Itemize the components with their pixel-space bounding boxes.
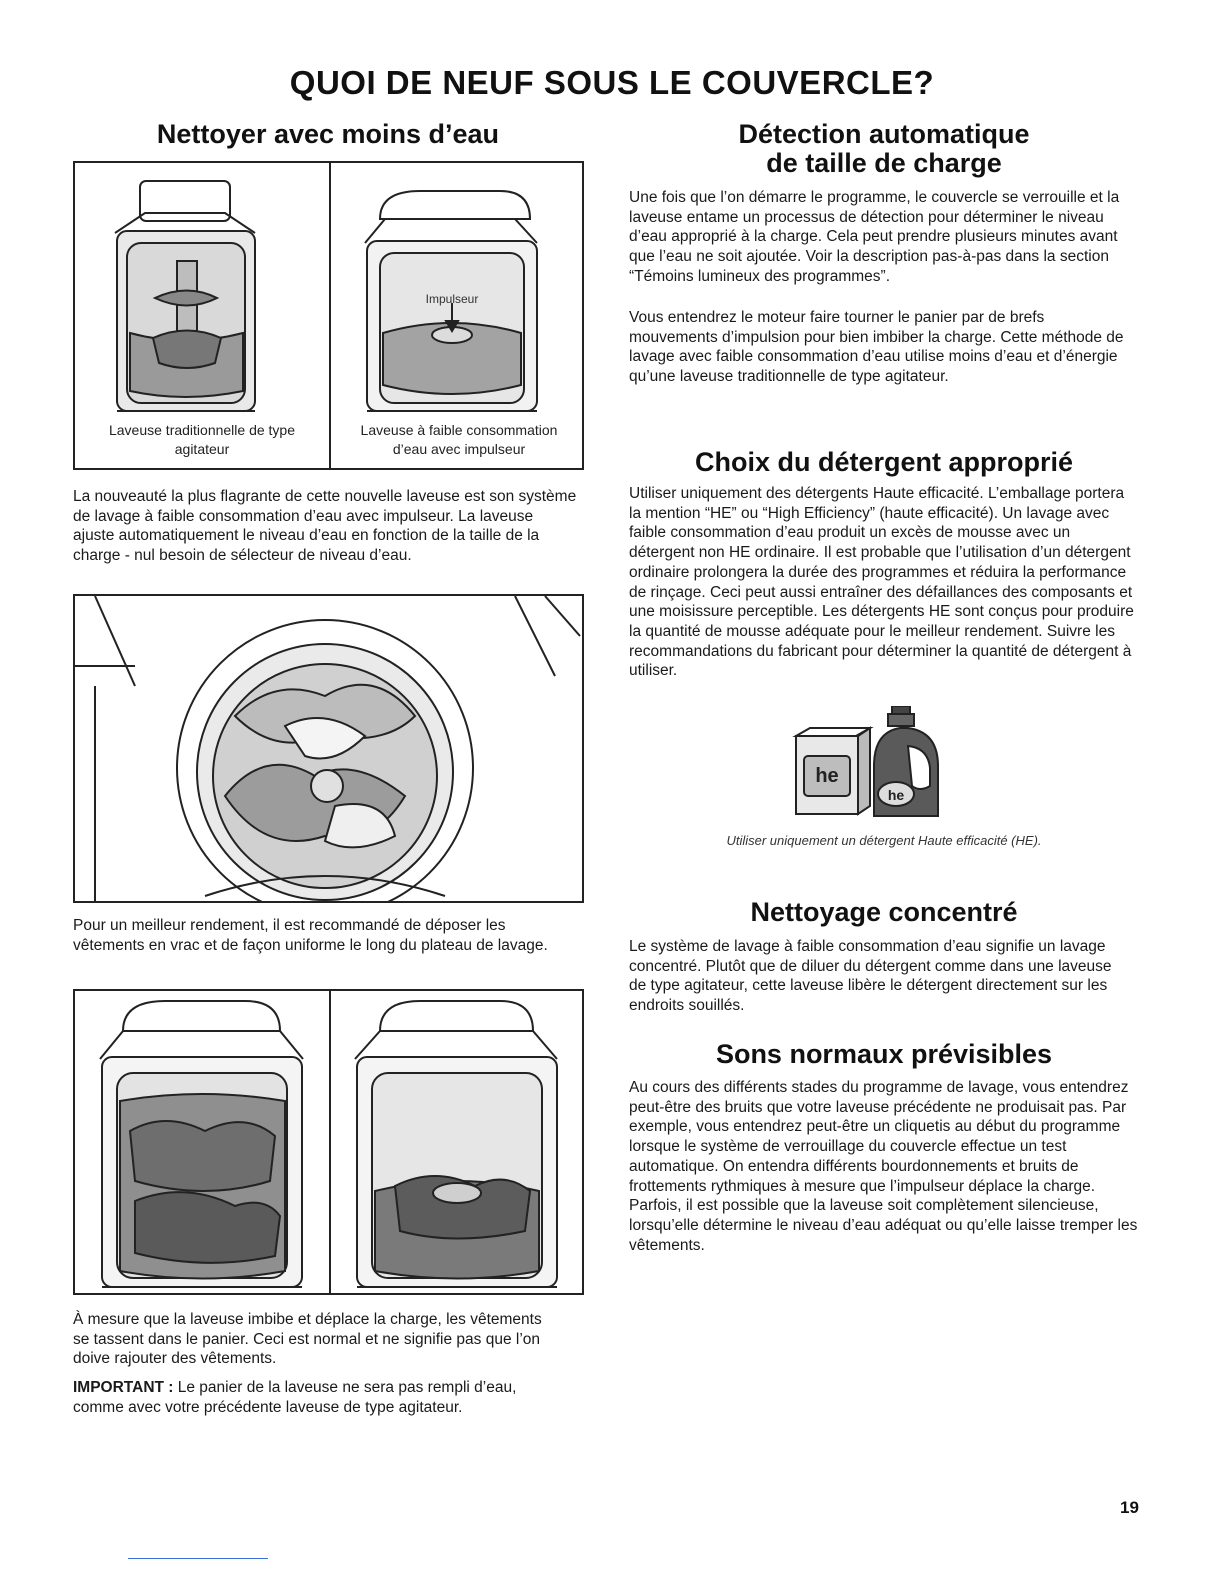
he-detergent-illustration bbox=[790, 706, 950, 826]
heading-load-detection bbox=[626, 120, 1142, 178]
paragraph-detection-process: Une fois que l’on démarre le programme, le couvercle se verrouille et la laveuse entame un processus de détection pour déterminer le niveau d’eau approprié à la charge. Cela peut prendre plusieurs minutes avant que l’eau ne soit ajoutée. Voir la description pas-à-pas dans la section “Témoins lumineux des programmes”. bbox=[629, 189, 1120, 285]
heading-normal-sounds: Sons normaux prévisibles bbox=[715, 1039, 1053, 1069]
washer-load-illustration bbox=[75, 991, 582, 1293]
figure-load-settling bbox=[73, 989, 584, 1295]
important-text: Le panier de la laveuse ne sera pas rempli d’eau, comme avec votre précédente laveuse de type agitateur. bbox=[73, 1379, 517, 1416]
caption-he-washer: Laveuse à faible consommation d’eau avec impulseur bbox=[360, 422, 558, 457]
heading-load-detection-line2: de taille de charge bbox=[766, 148, 1002, 178]
paragraph-load-placement: Pour un meilleur rendement, il est recommandé de déposer les vêtements en vrac et de façon uniforme le long du plateau de lavage. bbox=[73, 917, 548, 954]
impeller-label: Impulseur bbox=[425, 292, 479, 306]
figure-washer-comparison bbox=[73, 161, 584, 470]
paragraph-impulse-motion: Vous entendrez le moteur faire tourner le panier par de brefs mouvements d’impulsion pour bien imbiber la charge. Cette méthode de lavage avec faible consommation d’eau utilise moins d’eau et d’énergie qu’une laveuse traditionnelle de type agitateur. bbox=[629, 309, 1124, 386]
heading-less-water: Nettoyer avec moins d’eau bbox=[156, 119, 500, 149]
paragraph-normal-sounds: Au cours des différents stades du programme de lavage, vous entendrez peut-être des bruits que votre laveuse précédente ne produisait pas. Par exemple, vous entendrez peut-être un cliquetis au début du programme lorsque le système de verrouillage du couvercle effectue un test automatique. On entendra différents bourdonnements et bruits de frottements rythmiques à mesure que l’impulseur déplace la charge. Parfois, il est possible que la laveuse soit complètement silencieuse, lorsqu’elle détermine le niveau d’eau adéquat ou qu’elle laisse tremper les vêtements. bbox=[629, 1079, 1138, 1254]
caption-traditional-washer: Laveuse traditionnelle de type agitateur bbox=[108, 422, 296, 457]
paragraph-important bbox=[73, 1378, 568, 1417]
page-title: QUOI DE NEUF SOUS LE COUVERCLE? bbox=[289, 64, 935, 101]
paragraph-concentrated-wash: Le système de lavage à faible consommation d’eau signifie un lavage concentré. Plutôt que de diluer du détergent comme dans une laveuse de type agitateur, cette laveuse libère le détergent directement sur les endroits souillés. bbox=[629, 938, 1112, 1015]
important-label: IMPORTANT : bbox=[73, 1379, 174, 1396]
heading-detergent: Choix du détergent approprié bbox=[694, 447, 1074, 477]
paragraph-load-settling: À mesure que la laveuse imbibe et déplace la charge, les vêtements se tassent dans le panier. Ceci est normal et ne signifie pas que l’on doive rajouter des vêtements. bbox=[73, 1311, 542, 1368]
heading-concentrated-wash: Nettoyage concentré bbox=[750, 897, 1018, 927]
footer-rule bbox=[128, 1558, 268, 1559]
page-number: 19 bbox=[1120, 1498, 1139, 1517]
wash-basket-illustration bbox=[75, 596, 582, 901]
paragraph-detergent: Utiliser uniquement des détergents Haute efficacité. L’emballage portera la mention “HE” ou “High Efficiency” (haute efficacité). Un lavage avec faible consommation d’eau produit un excès de mousse avec un détergent non HE ordinaire. Il est probable que l’utilisation d’un détergent ordinaire prolongera la durée des programmes et réduira la performance de rinçage. Ceci peut aussi entraîner des défaillances des composants et une moisissure perceptible. Les détergents HE sont conçus pour produire la quantité de mousse adéquate pour le meilleur rendement. Suivre les recommandations du fabricant pour déterminer la quantité de détergent à utiliser. bbox=[629, 485, 1134, 680]
paragraph-low-water-system: La nouveauté la plus flagrante de cette nouvelle laveuse est son système de lavage à faible consommation d’eau avec impulseur. La laveuse ajuste automatiquement le niveau d’eau en fonction de la taille de la charge - nul besoin de sélecteur de niveau d’eau. bbox=[73, 488, 577, 565]
heading-load-detection-line1: Détection automatique bbox=[738, 119, 1030, 149]
he-logo-bottle: he bbox=[887, 787, 905, 803]
detergent-caption: Utiliser uniquement un détergent Haute efficacité (HE). bbox=[726, 833, 1042, 848]
he-logo-box: he bbox=[815, 765, 839, 787]
figure-wash-load bbox=[73, 594, 584, 903]
